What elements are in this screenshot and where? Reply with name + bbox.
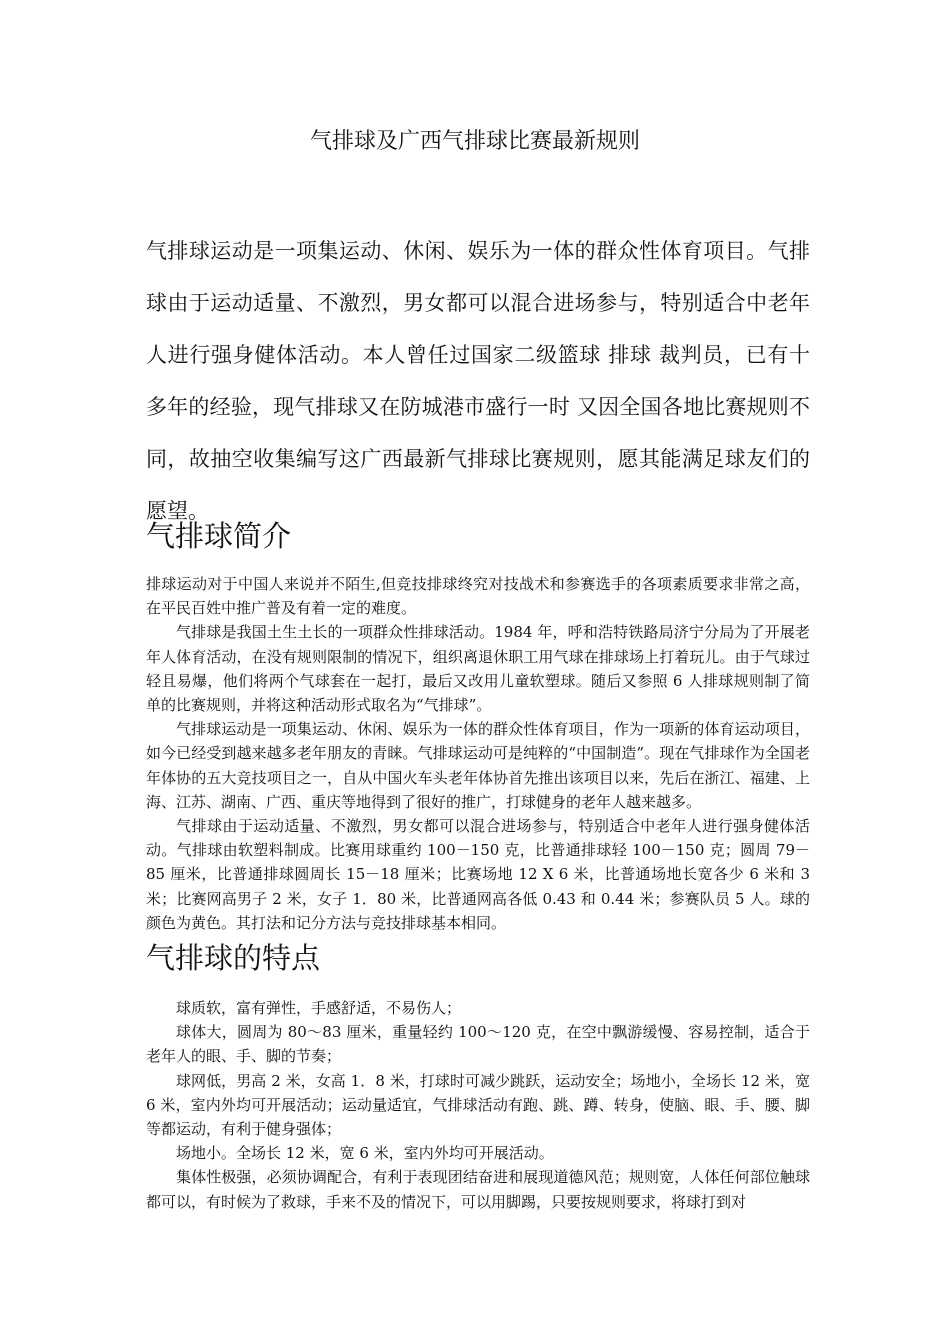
section-heading-intro: 气排球简介 xyxy=(146,519,292,553)
paragraph: 场地小。全场长 12 米，宽 6 米，室内外均可开展活动。 xyxy=(176,1144,554,1163)
paragraph: 球质软，富有弹性，手感舒适，不易伤人； xyxy=(176,999,462,1017)
section-body-intro xyxy=(146,572,810,935)
intro-paragraph: 气排球运动是一项集运动、休闲、娱乐为一体的群众性体育项目。气排球由于运动适量、不激烈，男女都可以混合进场参与，特别适合中老年人进行强身健体活动。本人曾任过国家二级篮球 排球 裁判员，已有十多年的经验，现气排球又在防城港市盛行一时 又因全国各地比赛规则不同，故抽空收集编写这广西最新气排球比赛规则，愿其能满足球友们的愿望。 xyxy=(146,239,810,523)
paragraph: 球体大，圆周为 80～83 厘米，重量轻约 100～120 克，在空中飘游缓慢、容易控制，适合于老年人的眼、手、脚的节奏； xyxy=(146,1023,810,1066)
paragraph: 球网低，男高 2 米，女高 1．8 米，打球时可减少跳跃，运动安全；场地小，全场长 12 米，宽 6 米，室内外均可开展活动；运动量适宜，气排球活动有跑、跳、蹲、转身，使脑、眼、手、腰、脚等都运动，有利于健身强体； xyxy=(146,1071,810,1139)
paragraph: 排球运动对于中国人来说并不陌生,但竞技排球终究对技战术和参赛选手的各项素质要求非常之高，在平民百姓中推广普及有着一定的难度。 xyxy=(146,575,810,618)
paragraph: 集体性极强，必须协调配合，有利于表现团结奋进和展现道德风范；规则宽，人体任何部位触球都可以，有时候为了救球，手来不及的情况下，可以用脚踢，只要按规则要求，将球打到对 xyxy=(146,1168,810,1211)
paragraph: 气排球是我国土生土长的一项群众性排球活动。1984 年，呼和浩特铁路局济宁分局为了开展老年人体育活动，在没有规则限制的情况下，组织离退休职工用气球在排球场上打着玩儿。由于气球过轻且易爆，他们将两个气球套在一起打，最后又改用儿童软塑球。随后又参照 6 人排球规则制了简单的比赛规则，并将这种活动形式取名为“气排球”。 xyxy=(146,623,810,715)
paragraph: 气排球由于运动适量、不激烈，男女都可以混合进场参与，特别适合中老年人进行强身健体活动。气排球由软塑料制成。比赛用球重约 100－150 克，比普通排球轻 100－150 克；圆周 79－85 厘米，比普通排球圆周长 15－18 厘米；比赛场地 12 X 6 米，比普通场地长宽各少 6 米和 3 米；比赛网高男子 2 米，女子 1．80 米，比普通网高各低 0.43 和 0.44 米；参赛队员 5 人。球的颜色为黄色。其打法和记分方法与竞技排球基本相同。 xyxy=(146,817,810,932)
paragraph: 气排球运动是一项集运动、休闲、娱乐为一体的群众性体育项目，作为一项新的体育运动项目，如今已经受到越来越多老年朋友的青睐。气排球运动可是纯粹的“中国制造”。现在气排球作为全国老年体协的五大竞技项目之一，自从中国火车头老年体协首先推出该项目以来，先后在浙江、福建、上海、江苏、湖南、广西、重庆等地得到了很好的推广，打球健身的老年人越来越多。 xyxy=(146,720,810,811)
section-heading-features: 气排球的特点 xyxy=(146,941,321,975)
section-body-features xyxy=(146,996,810,1214)
document-title: 气排球及广西气排球比赛最新规则 xyxy=(309,129,640,154)
